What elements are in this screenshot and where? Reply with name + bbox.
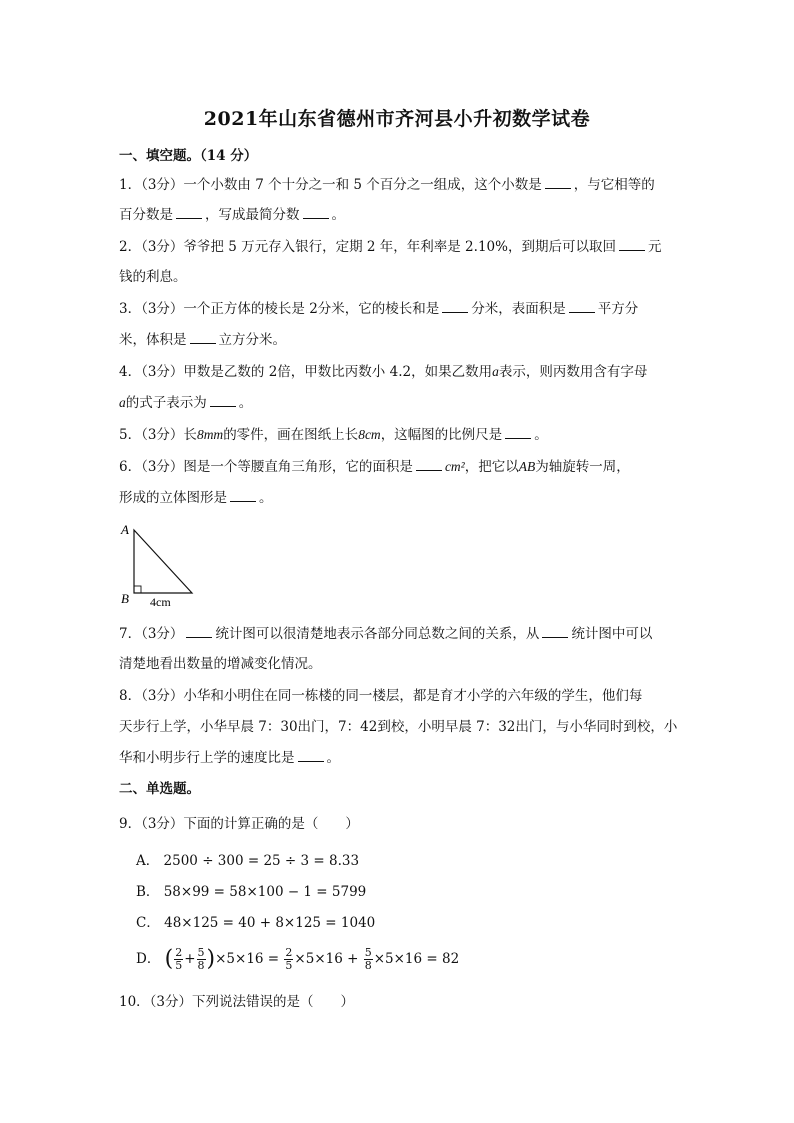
unit-cm2: cm² (444, 459, 465, 474)
question-3-line-2 (119, 330, 679, 350)
question-7-line-1 (119, 624, 679, 644)
question-4-line-1 (119, 362, 679, 382)
section-fill-in: 一、填空题。（14 分） (119, 148, 258, 164)
answer-blank[interactable] (190, 331, 216, 344)
numerator: 5 (364, 946, 372, 959)
question-8-line-2: 天步行上学，小华早晨 7：30出门，7：42到校，小明早晨 7：32出门，与小华同时到校，小 (119, 719, 678, 735)
question-1-line-2 (119, 205, 679, 225)
q4-text: 4．（3分）甲数是乙数的 2倍，甲数比丙数小 4.2，如果乙数用 (119, 364, 493, 380)
denominator: 8 (197, 959, 205, 972)
fraction (284, 947, 293, 972)
q5-text: 。 (534, 427, 548, 443)
q5-text: 5．（3分）长 (119, 427, 197, 443)
q3-text: 分米，表面积是 (471, 301, 566, 317)
denominator: 5 (285, 959, 293, 972)
option-d[interactable] (136, 942, 459, 976)
answer-blank[interactable] (545, 176, 571, 189)
unit-cm: 8cm (358, 427, 381, 442)
question-2-line-1 (119, 237, 679, 257)
q6-text: ，把它以 (464, 459, 519, 475)
fraction (197, 947, 206, 972)
plus-sign: + (184, 951, 196, 967)
page-title: 2021年山东省德州市齐河县小升初数学试卷 (203, 108, 591, 130)
q1-text: ，写成最简分数 (205, 207, 300, 223)
question-6-line-1 (119, 457, 679, 477)
answer-blank[interactable] (186, 625, 212, 638)
answer-blank[interactable] (442, 300, 468, 313)
q1-text: 。 (331, 207, 345, 223)
q2-text: 元 (647, 239, 662, 255)
triangle-figure (112, 516, 212, 612)
question-3-line-1 (119, 299, 679, 319)
question-2-line-2: 钱的利息。 (119, 269, 187, 285)
right-angle-mark (134, 586, 141, 593)
question-10-stem: 10．（3分）下列说法错误的是（ ） (119, 994, 355, 1010)
q4-text: 的式子表示为 (125, 395, 207, 411)
option-a[interactable]: A． 2500 ÷ 300 = 25 ÷ 3 = 8.33 (136, 853, 360, 869)
denominator: 8 (364, 959, 372, 972)
fraction (174, 947, 183, 972)
label-b: B (121, 591, 129, 606)
q4-text: 表示，则丙数用含有字母 (498, 364, 648, 380)
question-1-line-1 (119, 175, 679, 195)
answer-blank[interactable] (569, 300, 595, 313)
label-a: A (121, 522, 129, 537)
question-8-line-3 (119, 748, 679, 768)
close-paren: ) (206, 946, 216, 972)
q7-text: 7．（3分） (119, 626, 184, 642)
q6-text: 。 (259, 490, 273, 506)
variable-a: a (119, 395, 126, 410)
numerator: 2 (285, 946, 293, 959)
q2-text: 2．（3分）爷爷把 5 万元存入银行，定期 2 年，年利率是 2.10%，到期后可以取回 (119, 239, 616, 255)
q8-text: 。 (326, 750, 340, 766)
q5-text: ，这幅图的比例尺是 (380, 427, 503, 443)
open-paren: ( (164, 946, 174, 972)
section-single-choice: 二、单选题。 (119, 781, 200, 797)
answer-blank[interactable] (505, 426, 531, 439)
q3-text: 平方分 (597, 301, 639, 317)
q5-text: 的零件，画在图纸上长 (223, 427, 359, 443)
right-triangle (134, 530, 192, 593)
answer-blank[interactable] (619, 238, 645, 251)
q1-text: 百分数是 (119, 207, 173, 223)
q6-text: 6．（3分）图是一个等腰直角三角形，它的面积是 (119, 459, 413, 475)
expression-text: ×5×16 = (215, 951, 280, 967)
unit-mm: 8mm (196, 427, 224, 442)
q3-text: 立方分米。 (218, 332, 286, 348)
answer-blank[interactable] (176, 206, 202, 219)
label-4cm: 4cm (150, 595, 171, 609)
q1-text: 1．（3分）一个小数由 7 个十分之一和 5 个百分之一组成，这个小数是 (119, 177, 542, 193)
question-6-line-2 (119, 488, 679, 508)
question-9-stem: 9．（3分）下面的计算正确的是（ ） (119, 816, 359, 832)
answer-blank[interactable] (230, 489, 256, 502)
numerator: 2 (175, 946, 183, 959)
question-7-line-2: 清楚地看出数量的增减变化情况。 (119, 656, 322, 672)
answer-blank[interactable] (416, 458, 442, 471)
q6-text: 为轴旋转一周， (535, 459, 630, 475)
question-5 (119, 425, 679, 445)
q4-text: 。 (238, 395, 253, 411)
segment-ab: AB (518, 459, 536, 474)
question-4-line-2 (119, 393, 679, 413)
q6-text: 形成的立体图形是 (119, 490, 227, 506)
answer-blank[interactable] (298, 749, 324, 762)
q8-text: 华和小明步行上学的速度比是 (119, 750, 295, 766)
answer-blank[interactable] (542, 625, 568, 638)
question-8-line-1: 8．（3分）小华和小明住在同一栋楼的同一楼层，都是育才小学的六年级的学生，他们每 (119, 688, 643, 704)
answer-blank[interactable] (303, 206, 329, 219)
q7-text: 统计图中可以 (571, 626, 653, 642)
q3-text: 3．（3分）一个正方体的棱长是 2分米，它的棱长和是 (119, 301, 440, 317)
q7-text: 统计图可以很清楚地表示各部分同总数之间的关系，从 (215, 626, 540, 642)
expression-text: ×5×16 + (294, 951, 359, 967)
fraction (364, 947, 373, 972)
option-b[interactable]: B． 58×99 = 58×100 − 1 = 5799 (136, 884, 367, 900)
variable-a: a (492, 364, 499, 379)
denominator: 5 (175, 959, 183, 972)
q1-text: ，与它相等的 (573, 177, 655, 193)
expression-text: ×5×16 = 82 (373, 951, 460, 967)
answer-blank[interactable] (210, 394, 236, 407)
option-d-label: D． (136, 951, 161, 967)
option-c[interactable]: C． 48×125 = 40 + 8×125 = 1040 (136, 915, 376, 931)
numerator: 5 (197, 946, 205, 959)
q3-text: 米，体积是 (119, 332, 187, 348)
